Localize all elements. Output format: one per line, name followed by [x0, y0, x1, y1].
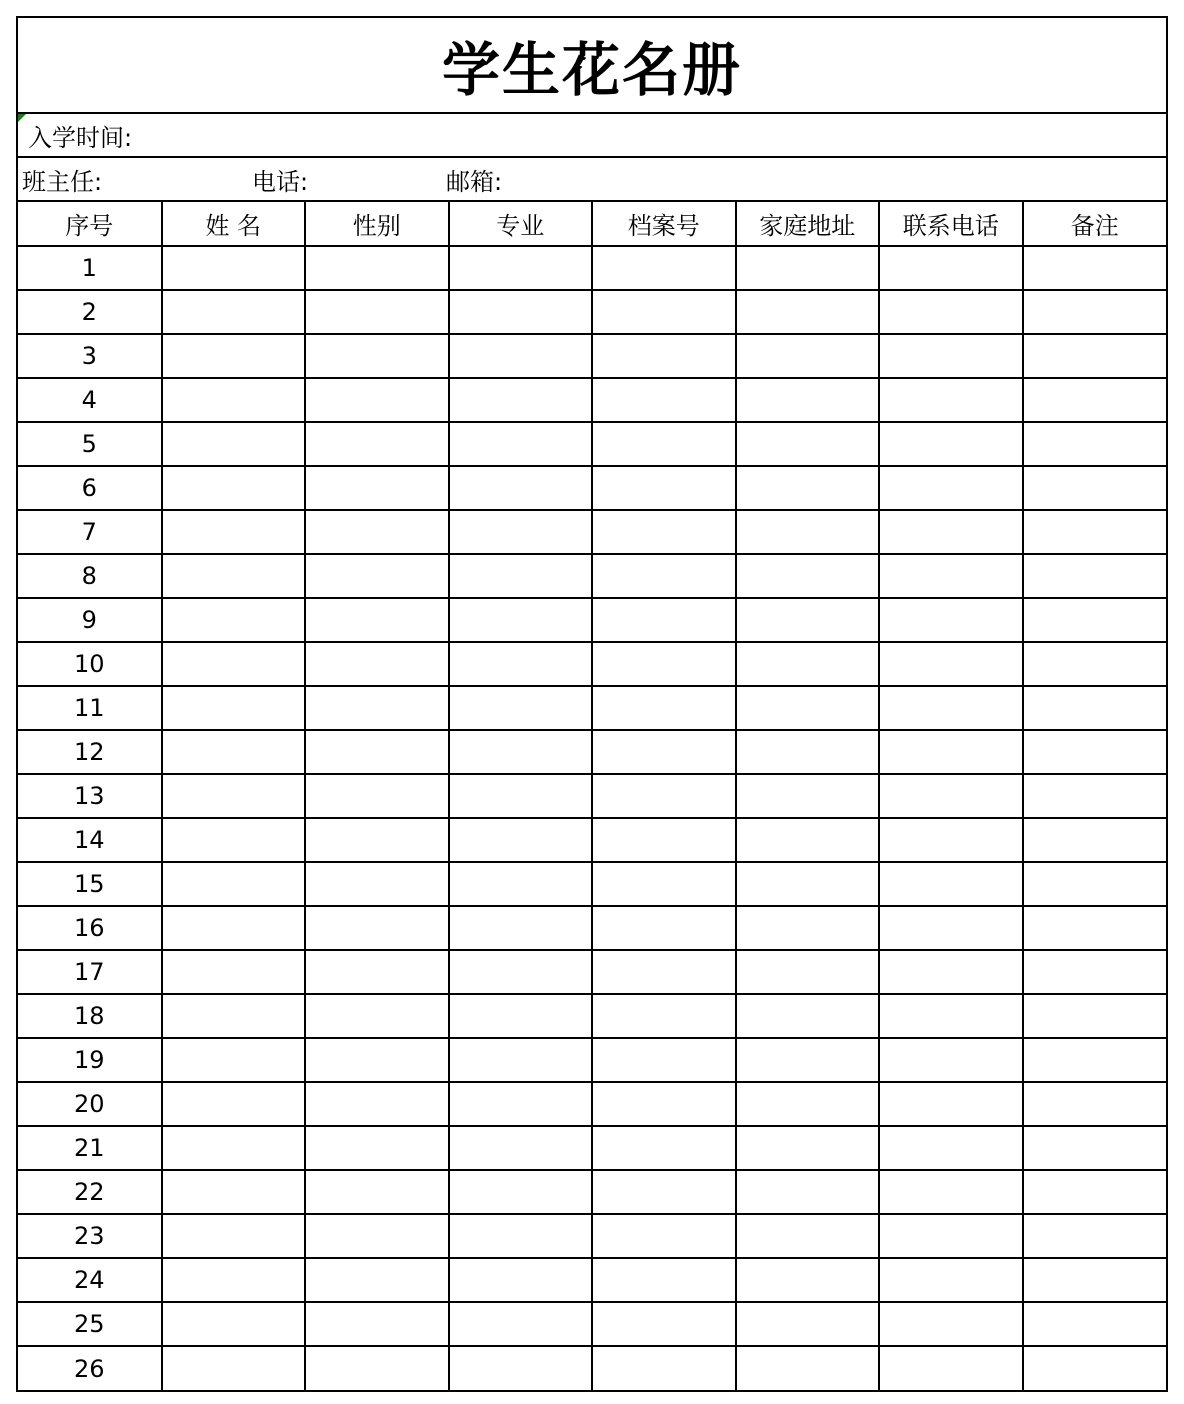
table-cell[interactable]	[736, 950, 880, 994]
table-cell[interactable]	[1023, 1170, 1167, 1214]
table-cell[interactable]	[305, 422, 449, 466]
table-cell[interactable]	[879, 598, 1023, 642]
table-cell[interactable]	[879, 1346, 1023, 1390]
table-cell[interactable]	[162, 774, 306, 818]
table-cell[interactable]	[592, 466, 736, 510]
table-cell[interactable]	[592, 246, 736, 290]
table-row	[18, 1082, 1166, 1126]
table-cell[interactable]	[736, 466, 880, 510]
table-cell[interactable]	[592, 1082, 736, 1126]
table-row	[18, 554, 1166, 598]
row-number: 13	[18, 774, 162, 818]
table-cell[interactable]	[879, 510, 1023, 554]
table-row	[18, 862, 1166, 906]
table-cell[interactable]	[449, 642, 593, 686]
table-cell[interactable]	[305, 1170, 449, 1214]
row-number: 11	[18, 686, 162, 730]
table-cell[interactable]	[449, 774, 593, 818]
table-cell[interactable]	[879, 246, 1023, 290]
table-cell[interactable]	[736, 686, 880, 730]
table-cell[interactable]	[449, 334, 593, 378]
table-cell[interactable]	[305, 1126, 449, 1170]
table-cell[interactable]	[162, 730, 306, 774]
table-cell[interactable]	[449, 1038, 593, 1082]
table-cell[interactable]	[162, 906, 306, 950]
table-cell[interactable]	[592, 290, 736, 334]
table-cell[interactable]	[162, 818, 306, 862]
table-cell[interactable]	[162, 1346, 306, 1390]
table-row	[18, 378, 1166, 422]
table-cell[interactable]	[736, 818, 880, 862]
table-cell[interactable]	[305, 1214, 449, 1258]
table-cell[interactable]	[449, 422, 593, 466]
email-label: 邮箱:	[446, 167, 503, 196]
table-cell[interactable]	[162, 1302, 306, 1346]
table-cell[interactable]	[1023, 466, 1167, 510]
table-cell[interactable]	[879, 950, 1023, 994]
table-row	[18, 1126, 1166, 1170]
table-cell[interactable]	[1023, 334, 1167, 378]
table-row	[18, 1038, 1166, 1082]
table-cell[interactable]	[162, 642, 306, 686]
table-cell[interactable]	[162, 994, 306, 1038]
table-cell[interactable]	[736, 554, 880, 598]
table-cell[interactable]	[162, 1214, 306, 1258]
table-cell[interactable]	[736, 1170, 880, 1214]
row-number: 25	[18, 1302, 162, 1346]
table-row	[18, 730, 1166, 774]
table-row	[18, 334, 1166, 378]
table-cell[interactable]	[592, 950, 736, 994]
table-cell[interactable]	[592, 1126, 736, 1170]
table-cell[interactable]	[736, 290, 880, 334]
table-cell[interactable]	[1023, 598, 1167, 642]
table-cell[interactable]	[592, 1302, 736, 1346]
table-cell[interactable]	[449, 290, 593, 334]
table-cell[interactable]	[736, 378, 880, 422]
table-cell[interactable]	[736, 730, 880, 774]
table-cell[interactable]	[305, 1302, 449, 1346]
table-cell[interactable]	[592, 730, 736, 774]
table-cell[interactable]	[736, 1302, 880, 1346]
table-cell[interactable]	[449, 686, 593, 730]
table-cell[interactable]	[592, 334, 736, 378]
table-cell[interactable]	[1023, 1214, 1167, 1258]
column-header: 家庭地址	[736, 202, 880, 246]
table-cell[interactable]	[305, 1038, 449, 1082]
table-cell[interactable]	[879, 818, 1023, 862]
table-cell[interactable]	[1023, 862, 1167, 906]
row-number: 1	[18, 246, 162, 290]
table-cell[interactable]	[592, 598, 736, 642]
table-cell[interactable]	[879, 730, 1023, 774]
table-cell[interactable]	[1023, 730, 1167, 774]
enroll-time-label: 入学时间:	[28, 123, 133, 152]
table-cell[interactable]	[305, 730, 449, 774]
table-cell[interactable]	[305, 1082, 449, 1126]
table-cell[interactable]	[449, 906, 593, 950]
table-cell[interactable]	[879, 378, 1023, 422]
table-cell[interactable]	[879, 1302, 1023, 1346]
table-cell[interactable]	[449, 1346, 593, 1390]
table-row	[18, 1214, 1166, 1258]
table-cell[interactable]	[1023, 1038, 1167, 1082]
table-cell[interactable]	[1023, 950, 1167, 994]
table-cell[interactable]	[1023, 642, 1167, 686]
row-number: 18	[18, 994, 162, 1038]
table-cell[interactable]	[162, 598, 306, 642]
table-cell[interactable]	[449, 510, 593, 554]
table-row	[18, 686, 1166, 730]
table-cell[interactable]	[736, 906, 880, 950]
table-cell[interactable]	[305, 466, 449, 510]
table-cell[interactable]	[879, 774, 1023, 818]
table-cell[interactable]	[1023, 1126, 1167, 1170]
row-number: 9	[18, 598, 162, 642]
table-cell[interactable]	[305, 378, 449, 422]
table-cell[interactable]	[162, 334, 306, 378]
table-row	[18, 906, 1166, 950]
table-cell[interactable]	[162, 862, 306, 906]
table-cell[interactable]	[1023, 994, 1167, 1038]
table-row	[18, 598, 1166, 642]
table-cell[interactable]	[449, 1126, 593, 1170]
column-header: 档案号	[592, 202, 736, 246]
table-cell[interactable]	[162, 950, 306, 994]
head-teacher-label: 班主任:	[22, 167, 103, 196]
header-row	[18, 202, 1166, 246]
table-cell[interactable]	[736, 1346, 880, 1390]
column-header: 序号	[18, 202, 162, 246]
table-cell[interactable]	[1023, 378, 1167, 422]
table-cell[interactable]	[736, 1258, 880, 1302]
table-cell[interactable]	[736, 1214, 880, 1258]
table-cell[interactable]	[879, 290, 1023, 334]
column-header: 备注	[1023, 202, 1167, 246]
table-cell[interactable]	[879, 554, 1023, 598]
table-cell[interactable]	[305, 598, 449, 642]
phone-label: 电话:	[252, 167, 309, 196]
row-number: 12	[18, 730, 162, 774]
table-cell[interactable]	[879, 1038, 1023, 1082]
table-cell[interactable]	[736, 510, 880, 554]
table-cell[interactable]	[736, 334, 880, 378]
table-cell[interactable]	[449, 994, 593, 1038]
table-cell[interactable]	[305, 334, 449, 378]
table-cell[interactable]	[879, 334, 1023, 378]
row-number: 19	[18, 1038, 162, 1082]
table-cell[interactable]	[449, 378, 593, 422]
table-cell[interactable]	[1023, 1082, 1167, 1126]
table-cell[interactable]	[592, 906, 736, 950]
table-cell[interactable]	[449, 1258, 593, 1302]
table-cell[interactable]	[1023, 1258, 1167, 1302]
table-cell[interactable]	[736, 246, 880, 290]
table-row	[18, 510, 1166, 554]
table-cell[interactable]	[449, 554, 593, 598]
table-row	[18, 1346, 1166, 1390]
table-cell[interactable]	[162, 290, 306, 334]
table-cell[interactable]	[592, 1346, 736, 1390]
table-cell[interactable]	[592, 686, 736, 730]
table-row	[18, 422, 1166, 466]
row-number: 23	[18, 1214, 162, 1258]
table-cell[interactable]	[879, 422, 1023, 466]
table-cell[interactable]	[1023, 818, 1167, 862]
table-cell[interactable]	[305, 290, 449, 334]
table-row	[18, 1258, 1166, 1302]
table-cell[interactable]	[162, 1038, 306, 1082]
student-table	[18, 202, 1166, 1390]
table-cell[interactable]	[449, 818, 593, 862]
table-cell[interactable]	[592, 510, 736, 554]
table-cell[interactable]	[162, 1082, 306, 1126]
row-number: 10	[18, 642, 162, 686]
row-number: 21	[18, 1126, 162, 1170]
table-cell[interactable]	[1023, 774, 1167, 818]
table-cell[interactable]	[879, 994, 1023, 1038]
table-cell[interactable]	[879, 642, 1023, 686]
table-cell[interactable]	[592, 862, 736, 906]
table-cell[interactable]	[305, 686, 449, 730]
table-row	[18, 1302, 1166, 1346]
row-number: 14	[18, 818, 162, 862]
table-cell[interactable]	[305, 246, 449, 290]
row-number: 15	[18, 862, 162, 906]
table-row	[18, 774, 1166, 818]
table-cell[interactable]	[162, 510, 306, 554]
table-cell[interactable]	[592, 994, 736, 1038]
table-cell[interactable]	[449, 730, 593, 774]
row-number: 20	[18, 1082, 162, 1126]
table-cell[interactable]	[1023, 906, 1167, 950]
table-row	[18, 466, 1166, 510]
table-cell[interactable]	[305, 510, 449, 554]
table-cell[interactable]	[879, 862, 1023, 906]
column-header: 专业	[449, 202, 593, 246]
table-cell[interactable]	[736, 1038, 880, 1082]
table-cell[interactable]	[879, 1126, 1023, 1170]
column-header: 姓 名	[162, 202, 306, 246]
table-cell[interactable]	[592, 642, 736, 686]
table-cell[interactable]	[879, 466, 1023, 510]
table-cell[interactable]	[592, 378, 736, 422]
row-number: 5	[18, 422, 162, 466]
table-cell[interactable]	[879, 686, 1023, 730]
table-cell[interactable]	[736, 774, 880, 818]
row-number: 17	[18, 950, 162, 994]
table-cell[interactable]	[879, 1214, 1023, 1258]
table-cell[interactable]	[1023, 422, 1167, 466]
table-cell[interactable]	[305, 642, 449, 686]
table-cell[interactable]	[1023, 554, 1167, 598]
table-row	[18, 818, 1166, 862]
table-row	[18, 1170, 1166, 1214]
table-cell[interactable]	[162, 422, 306, 466]
table-cell[interactable]	[736, 598, 880, 642]
table-cell[interactable]	[449, 1214, 593, 1258]
table-cell[interactable]	[592, 818, 736, 862]
contact-info-row[interactable]	[18, 158, 1166, 202]
table-cell[interactable]	[1023, 686, 1167, 730]
title-row	[18, 18, 1166, 114]
row-number: 26	[18, 1346, 162, 1390]
table-cell[interactable]	[1023, 290, 1167, 334]
table-cell[interactable]	[305, 950, 449, 994]
row-number: 4	[18, 378, 162, 422]
table-row	[18, 994, 1166, 1038]
table-cell[interactable]	[162, 554, 306, 598]
table-row	[18, 290, 1166, 334]
row-number: 2	[18, 290, 162, 334]
table-cell[interactable]	[736, 862, 880, 906]
row-number: 3	[18, 334, 162, 378]
cell-marker-icon	[18, 114, 26, 122]
row-number: 7	[18, 510, 162, 554]
column-header: 联系电话	[879, 202, 1023, 246]
table-cell[interactable]	[305, 554, 449, 598]
table-row	[18, 642, 1166, 686]
table-cell[interactable]	[1023, 1302, 1167, 1346]
table-row	[18, 950, 1166, 994]
table-cell[interactable]	[736, 642, 880, 686]
table-cell[interactable]	[1023, 510, 1167, 554]
page-title: 学生花名册	[441, 36, 742, 104]
table-cell[interactable]	[305, 906, 449, 950]
table-cell[interactable]	[736, 422, 880, 466]
table-cell[interactable]	[162, 1258, 306, 1302]
row-number: 6	[18, 466, 162, 510]
table-cell[interactable]	[305, 994, 449, 1038]
row-number: 8	[18, 554, 162, 598]
table-cell[interactable]	[592, 554, 736, 598]
table-cell[interactable]	[305, 1258, 449, 1302]
table-cell[interactable]	[592, 1258, 736, 1302]
table-cell[interactable]	[736, 1126, 880, 1170]
table-cell[interactable]	[449, 598, 593, 642]
table-cell[interactable]	[592, 1214, 736, 1258]
table-cell[interactable]	[449, 862, 593, 906]
table-row	[18, 246, 1166, 290]
table-cell[interactable]	[879, 906, 1023, 950]
table-cell[interactable]	[162, 378, 306, 422]
table-cell[interactable]	[879, 1082, 1023, 1126]
table-cell[interactable]	[1023, 1346, 1167, 1390]
table-cell[interactable]	[162, 686, 306, 730]
table-cell[interactable]	[449, 1170, 593, 1214]
table-cell[interactable]	[592, 774, 736, 818]
table-cell[interactable]	[305, 1346, 449, 1390]
enroll-time-row[interactable]	[18, 114, 1166, 158]
table-cell[interactable]	[449, 246, 593, 290]
table-cell[interactable]	[879, 1258, 1023, 1302]
table-cell[interactable]	[736, 994, 880, 1038]
table-cell[interactable]	[1023, 246, 1167, 290]
row-number: 16	[18, 906, 162, 950]
roster-sheet	[16, 16, 1168, 1392]
table-cell[interactable]	[305, 862, 449, 906]
table-cell[interactable]	[449, 1082, 593, 1126]
table-cell[interactable]	[449, 466, 593, 510]
table-cell[interactable]	[592, 1170, 736, 1214]
row-number: 22	[18, 1170, 162, 1214]
column-header: 性别	[305, 202, 449, 246]
table-cell[interactable]	[592, 422, 736, 466]
table-cell[interactable]	[305, 818, 449, 862]
table-cell[interactable]	[449, 950, 593, 994]
table-cell[interactable]	[736, 1082, 880, 1126]
table-cell[interactable]	[162, 1126, 306, 1170]
table-cell[interactable]	[449, 1302, 593, 1346]
table-cell[interactable]	[592, 1038, 736, 1082]
row-number: 24	[18, 1258, 162, 1302]
table-cell[interactable]	[305, 774, 449, 818]
table-cell[interactable]	[162, 466, 306, 510]
table-cell[interactable]	[162, 246, 306, 290]
table-cell[interactable]	[162, 1170, 306, 1214]
table-cell[interactable]	[879, 1170, 1023, 1214]
